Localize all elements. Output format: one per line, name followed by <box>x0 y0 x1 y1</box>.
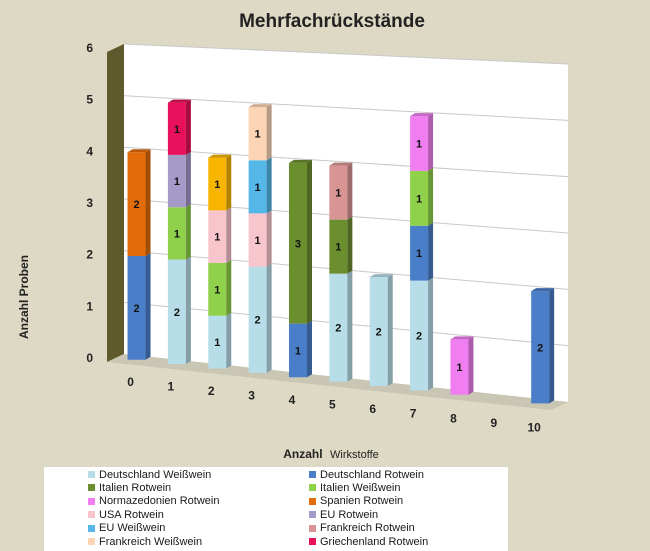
y-tick-label: 4 <box>86 144 93 159</box>
bar-segment <box>168 257 191 365</box>
bar-data-label: 3 <box>294 238 302 251</box>
chart-legend <box>44 467 508 551</box>
legend-item <box>88 468 211 481</box>
bar-segment <box>410 223 433 281</box>
x-tick-label: 7 <box>409 406 417 421</box>
legend-label: EU Weißwein <box>99 522 166 535</box>
y-axis-label: Anzahl Proben <box>17 254 31 340</box>
y-tick-label: 3 <box>86 196 93 210</box>
bar-segment <box>249 104 272 160</box>
bar-segment <box>410 278 433 391</box>
bar-stack <box>208 155 231 369</box>
bar-data-label: 1 <box>173 176 180 189</box>
bar-stack <box>128 149 151 360</box>
bar-data-label: 1 <box>416 193 423 206</box>
bar-side <box>226 207 231 263</box>
y-tick-label: 0 <box>86 351 93 365</box>
bar-side <box>267 157 272 213</box>
bar-data-label: 1 <box>173 123 180 136</box>
legend-item <box>309 535 428 548</box>
bar-data-label: 1 <box>254 181 261 194</box>
bar-data-label: 1 <box>456 362 463 375</box>
bar-stack <box>531 288 554 403</box>
bar-segment <box>208 207 231 263</box>
bar-data-label: 2 <box>254 314 261 327</box>
bar-stack <box>329 163 352 382</box>
bar-side <box>186 257 191 365</box>
bar-segment <box>370 274 393 386</box>
legend-label: Griechenland Rotwein <box>320 535 429 548</box>
y-tick-label: 2 <box>86 247 93 262</box>
bar-data-label: 1 <box>214 284 221 297</box>
legend-label: USA Rotwein <box>99 508 164 521</box>
legend-swatch <box>309 525 316 532</box>
bar-data-label: 2 <box>133 199 140 212</box>
bar-side <box>146 149 151 256</box>
bar-side <box>186 204 191 259</box>
bar-side <box>347 271 352 382</box>
legend-swatch <box>88 471 95 478</box>
bar-side <box>428 168 433 226</box>
legend-label: Frankreich Rotwein <box>320 522 415 535</box>
legend-label: Normazedonien Rotwein <box>99 495 220 508</box>
x-tick-label: 8 <box>450 411 457 426</box>
bar-segment <box>128 253 151 360</box>
bar-stack <box>249 104 272 373</box>
bar-segment <box>208 260 231 316</box>
bar-data-label: 2 <box>335 322 342 335</box>
x-axis-label <box>283 445 379 462</box>
bar-side <box>428 278 433 391</box>
bar-data-label: 1 <box>335 241 342 254</box>
bar-data-label: 2 <box>537 342 544 355</box>
bar-side <box>267 264 272 373</box>
bar-segment <box>410 168 433 226</box>
x-tick-label: 2 <box>207 383 215 398</box>
bar-stack <box>168 100 191 365</box>
bar-side <box>388 274 393 386</box>
bar-segment <box>208 313 231 369</box>
legend-label: Deutschland Rotwein <box>320 468 424 481</box>
bar-side <box>428 223 433 281</box>
bar-data-label: 1 <box>173 228 180 241</box>
legend-item <box>88 522 165 535</box>
legend-swatch <box>88 498 95 505</box>
bar-data-label: 2 <box>375 326 382 339</box>
bar-segment <box>249 157 272 213</box>
bar-data-label: 1 <box>254 234 261 247</box>
legend-swatch <box>309 498 316 505</box>
bar-segment <box>168 152 191 207</box>
x-tick-label: 6 <box>369 402 377 417</box>
bar-stack <box>289 160 312 377</box>
bar-data-label: 2 <box>173 306 180 319</box>
bar-segment <box>168 100 191 155</box>
chart-title: Mehrfachrückstände <box>239 11 425 32</box>
x-tick-label: 1 <box>167 379 175 394</box>
bar-side <box>468 336 473 394</box>
legend-label: Deutschland Weißwein <box>99 468 212 481</box>
bar-side <box>267 104 272 160</box>
x-tick-label: 3 <box>248 388 255 403</box>
bar-stack <box>450 336 473 394</box>
x-tick-label: 5 <box>329 397 336 412</box>
bar-segment <box>410 113 433 171</box>
legend-swatch <box>88 511 95 518</box>
bar-data-label: 2 <box>416 330 423 343</box>
x-axis-label-sub: Wirkstoffe <box>330 449 379 461</box>
x-axis-label-main: Anzahl <box>283 447 323 461</box>
bar-data-label: 2 <box>133 302 140 315</box>
bar-segment <box>450 336 473 394</box>
x-tick-label: 4 <box>288 393 296 408</box>
legend-swatch <box>88 484 95 491</box>
legend-item <box>309 481 401 494</box>
side-wall <box>107 44 124 362</box>
bar-segment <box>289 321 312 378</box>
bar-data-label: 1 <box>294 345 302 358</box>
legend-item <box>309 508 378 521</box>
bar-side <box>226 260 231 316</box>
bar-side <box>347 163 352 220</box>
legend-item <box>88 481 171 494</box>
bar-segment <box>329 271 352 382</box>
y-tick-label: 1 <box>86 299 93 314</box>
bar-side <box>226 155 231 211</box>
legend-item <box>309 522 415 535</box>
legend-item <box>88 508 164 521</box>
bar-segment <box>128 149 151 256</box>
legend-swatch <box>309 511 316 518</box>
bar-side <box>186 152 191 207</box>
bar-segment <box>329 163 352 220</box>
bar-segment <box>168 204 191 259</box>
bar-side <box>549 288 554 403</box>
bar-segment <box>329 217 352 274</box>
x-tick-label: 0 <box>127 374 134 389</box>
bar-side <box>307 160 312 324</box>
bar-segment <box>289 160 312 324</box>
y-tick-labels <box>86 41 93 365</box>
legend-swatch <box>88 525 95 532</box>
bar-data-label: 1 <box>416 248 423 261</box>
legend-swatch <box>309 471 316 478</box>
bar-data-label: 1 <box>416 138 423 151</box>
bar-stack <box>370 274 393 386</box>
y-tick-label: 5 <box>86 92 93 107</box>
y-tick-label: 6 <box>86 41 93 55</box>
legend-swatch <box>309 484 316 491</box>
bar-side <box>146 253 151 360</box>
legend-swatch <box>88 538 95 545</box>
bar-side <box>226 313 231 369</box>
bar-segment <box>249 264 272 373</box>
bar-data-label: 1 <box>214 178 221 191</box>
x-tick-label: 9 <box>490 415 498 430</box>
bar-segment <box>249 210 272 266</box>
legend-label: Frankreich Weißwein <box>99 535 203 548</box>
bar-side <box>186 100 191 155</box>
legend-item <box>309 468 424 481</box>
legend-item <box>88 495 219 508</box>
bar-segment <box>531 288 554 403</box>
bar-side <box>267 210 272 266</box>
legend-item <box>88 535 202 548</box>
x-tick-label: 10 <box>527 420 541 435</box>
legend-swatch <box>309 538 316 545</box>
legend-label: Italien Weißwein <box>320 481 401 494</box>
bar-data-label: 1 <box>214 337 221 350</box>
legend-label: Spanien Rotwein <box>320 495 404 508</box>
legend-item <box>309 495 403 508</box>
bar-side <box>428 113 433 171</box>
bar-side <box>347 217 352 274</box>
bar-data-label: 1 <box>254 128 261 141</box>
bar-data-label: 1 <box>214 231 221 244</box>
bar-data-label: 1 <box>335 187 342 200</box>
bar-segment <box>208 155 231 211</box>
legend-label: Italien Rotwein <box>99 481 172 494</box>
legend-label: EU Rotwein <box>320 508 379 521</box>
bar-side <box>307 321 312 378</box>
bar-stack <box>410 113 433 390</box>
